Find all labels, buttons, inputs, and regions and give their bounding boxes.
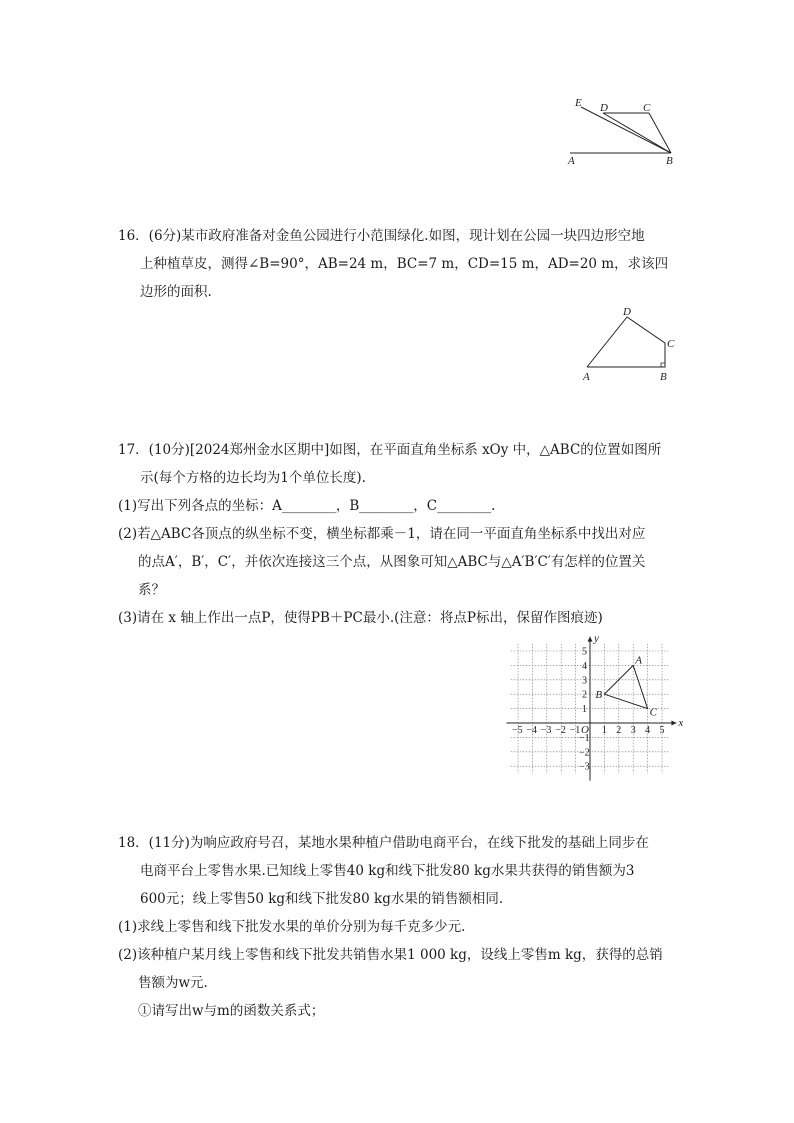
point-label-c: C bbox=[649, 706, 657, 719]
q15-label-c: C bbox=[643, 102, 651, 114]
triangle-abc bbox=[604, 665, 647, 708]
q18-item-1: ①请写出w与m的函数关系式； bbox=[138, 1003, 325, 1019]
q15-label-d: D bbox=[600, 102, 608, 114]
x-tick-label: −5 bbox=[512, 725, 523, 736]
point-label-b: B bbox=[595, 689, 603, 702]
q18-part-2-line-2: 售额为w元. bbox=[138, 975, 208, 991]
y-axis-arrow bbox=[588, 637, 593, 642]
q16-label-d: D bbox=[623, 306, 631, 318]
x-axis-label: x bbox=[678, 717, 684, 729]
q15-label-a: A bbox=[568, 155, 575, 167]
q18-part-2-line-1: (2)该种植户某月线上零售和线下批发共销售水果1 000 kg，设线上零售m kg，获得的总销 bbox=[118, 947, 663, 963]
y-tick-label: −1 bbox=[579, 732, 590, 744]
q16-label-b: B bbox=[660, 371, 667, 383]
y-axis-label: y bbox=[594, 632, 599, 645]
q16-figure bbox=[578, 305, 683, 385]
x-tick-label: 5 bbox=[659, 725, 665, 736]
y-tick-label: 2 bbox=[582, 689, 587, 701]
y-tick-label: 5 bbox=[582, 646, 587, 658]
y-tick-label: 1 bbox=[582, 704, 587, 716]
origin-label: O bbox=[581, 724, 589, 736]
q18-line-3: 600元；线上零售50 kg和线下批发80 kg水果的销售额相同. bbox=[140, 891, 504, 907]
q16-label-c: C bbox=[667, 338, 675, 350]
x-tick-label: 4 bbox=[645, 725, 651, 736]
q16-line-2: 上种植草皮，测得∠B=90°，AB=24 m，BC=7 m，CD=15 m，AD=20 m，求该四 bbox=[140, 256, 669, 272]
q17-part-3: (3)请在 x 轴上作出一点P，使得PB＋PC最小.(注意：将点P标出，保留作图痕迹) bbox=[118, 610, 603, 626]
x-tick-label: 2 bbox=[616, 725, 622, 736]
q16-line-3: 边形的面积. bbox=[140, 284, 212, 300]
q17-part-2-line-1: (2)若△ABC各顶点的纵坐标不变，横坐标都乘－1，请在同一平面直角坐标系中找出对应 bbox=[118, 526, 646, 542]
x-tick-label: −2 bbox=[555, 725, 566, 736]
q18-part-1: (1)求线上零售和线下批发水果的单价分别为每千克多少元. bbox=[118, 919, 466, 935]
question-18 bbox=[118, 829, 678, 1025]
q15-label-e: E bbox=[575, 97, 582, 109]
q17-part-1: (1)写出下列各点的坐标：A________，B________，C________. bbox=[118, 498, 496, 514]
x-tick-label: 1 bbox=[601, 725, 607, 736]
x-tick-label: 3 bbox=[630, 725, 636, 736]
question-17 bbox=[118, 436, 678, 632]
y-tick-label: −2 bbox=[579, 747, 590, 759]
y-tick-label: −3 bbox=[579, 761, 590, 773]
q17-line-2: 示(每个方格的边长均为1个单位长度). bbox=[140, 470, 366, 486]
x-axis-arrow bbox=[671, 721, 676, 726]
y-tick-label: 3 bbox=[582, 675, 587, 687]
q15-figure bbox=[565, 95, 685, 170]
x-tick-label: −1 bbox=[569, 725, 581, 736]
q16-line-1: 16．(6分)某市政府准备对金鱼公园进行小范围绿化.如图，现计划在公园一块四边形空地 bbox=[118, 228, 645, 244]
q17-part-2-line-3: 系？ bbox=[138, 582, 165, 598]
q18-line-2: 电商平台上零售水果.已知线上零售40 kg和线下批发80 kg水果共获得的销售额为3 bbox=[140, 863, 635, 879]
question-16 bbox=[118, 222, 678, 306]
q15-label-b: B bbox=[666, 155, 673, 167]
x-tick-label: −3 bbox=[540, 725, 552, 736]
q17-coordinate-grid bbox=[500, 628, 685, 783]
q18-line-1: 18．(11分)为响应政府号召，某地水果种植户借助电商平台，在线下批发的基础上同步在 bbox=[118, 835, 649, 851]
q16-label-a: A bbox=[583, 371, 590, 383]
q17-line-1: 17．(10分)[2024郑州金水区期中]如图，在平面直角坐标系 xOy 中，△ABC的位置如图所 bbox=[118, 442, 662, 458]
q17-part-2-line-2: 的点A′，B′，C′，并依次连接这三个点，从图象可知△ABC与△A′B′C′有怎样的位置关 bbox=[138, 554, 646, 570]
point-label-a: A bbox=[635, 654, 642, 667]
y-tick-label: 4 bbox=[582, 660, 587, 672]
x-tick-label: −4 bbox=[526, 725, 538, 736]
